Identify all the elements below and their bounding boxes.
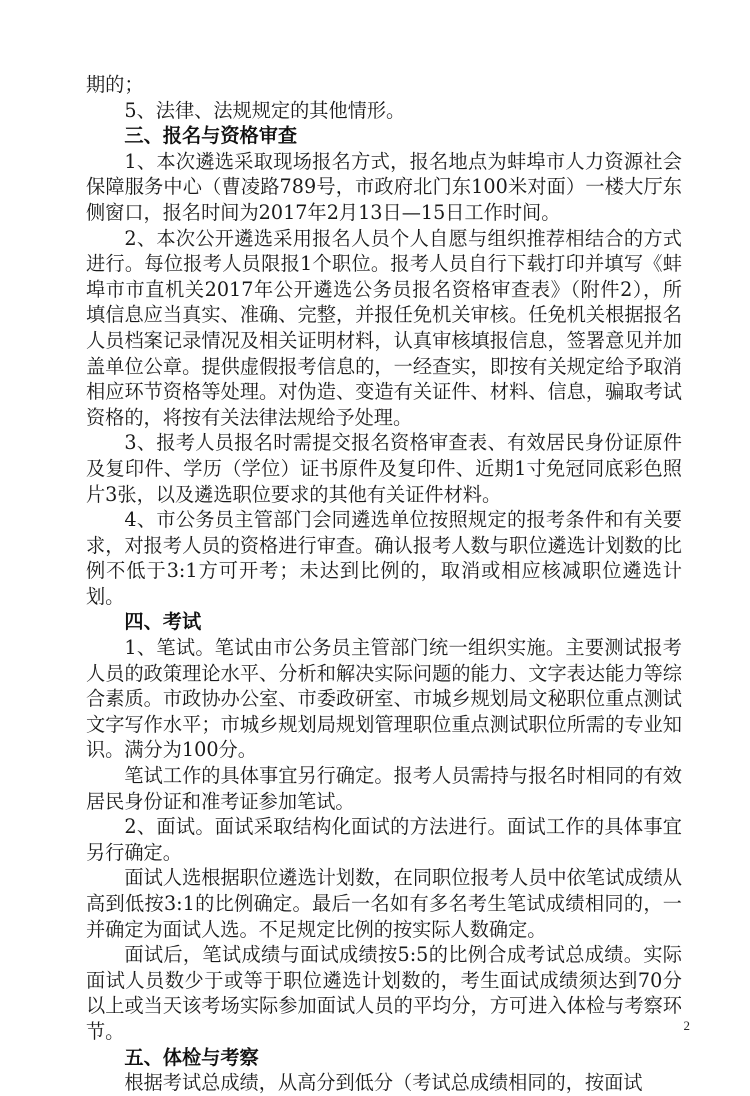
page-number: 2 (683, 1018, 690, 1033)
section-heading: 五、体检与考察 (124, 1045, 259, 1069)
section-heading: 四、考试 (124, 610, 202, 634)
paragraph: 2、面试。面试采取结构化面试的方法进行。面试工作的具体事宜另行确定。 (86, 815, 682, 864)
section-heading: 三、报名与资格审查 (124, 124, 298, 148)
paragraph: 1、笔试。笔试由市公务员主管部门统一组织实施。主要测试报考人员的政策理论水平、分析和解决实际问题的能力、文字表达能力等综合素质。市政协办公室、市委政研室、市城乡规划局文秘职位重点测试文字写作水平；市城乡规划局规划管理职位重点测试职位所需的专业知识。满分为100分。 (86, 636, 682, 762)
paragraph: 期的； (86, 73, 144, 96)
document-body (86, 72, 682, 1096)
paragraph: 面试人选根据职位遴选计划数，在同职位报考人员中依笔试成绩从高到低按3:1的比例确定。最后一名如有多名考生笔试成绩相同的，一并确定为面试人选。不足规定比例的按实际人数确定。 (86, 866, 682, 941)
paragraph: 4、市公务员主管部门会同遴选单位按照规定的报考条件和有关要求，对报考人员的资格进行审查。确认报考人数与职位遴选计划数的比例不低于3:1方可开考；未达到比例的，取消或相应核减职位遴选计划。 (86, 508, 682, 608)
paragraph: 根据考试总成绩，从高分到低分（考试总成绩相同的，按面试 (124, 1071, 643, 1095)
paragraph: 3、报考人员报名时需提交报名资格审查表、有效居民身份证原件及复印件、学历（学位）证书原件及复印件、近期1寸免冠同底彩色照片3张，以及遴选职位要求的其他有关证件材料。 (86, 431, 682, 506)
paragraph: 笔试工作的具体事宜另行确定。报考人员需持与报名时相同的有效居民身份证和准考证参加笔试。 (86, 764, 682, 813)
paragraph: 1、本次遴选采取现场报名方式，报名地点为蚌埠市人力资源社会保障服务中心（曹凌路789号，市政府北门东100米对面）一楼大厅东侧窗口，报名时间为2017年2月13日—15日工作时间。 (86, 149, 682, 224)
paragraph: 5、法律、法规规定的其他情形。 (124, 98, 406, 122)
paragraph: 面试后，笔试成绩与面试成绩按5:5的比例合成考试总成绩。实际面试人员数少于或等于职位遴选计划数的，考生面试成绩须达到70分以上或当天该考场实际参加面试人员的平均分，方可进入体检与考察环节。 (86, 943, 682, 1043)
paragraph: 2、本次公开遴选采用报名人员个人自愿与组织推荐相结合的方式进行。每位报考人员限报1个职位。报考人员自行下载打印并填写《蚌埠市市直机关2017年公开遴选公务员报名资格审查表》（附件2），所填信息应当真实、准确、完整，并报任免机关审核。任免机关根据报名人员档案记录情况及相关证明材料，认真审核填报信息，签署意见并加盖单位公章。提供虚假报考信息的，一经查实，即按有关规定给予取消相应环节资格等处理。对伪造、变造有关证件、材料、信息，骗取考试资格的，将按有关法律法规给予处理。 (86, 226, 682, 429)
